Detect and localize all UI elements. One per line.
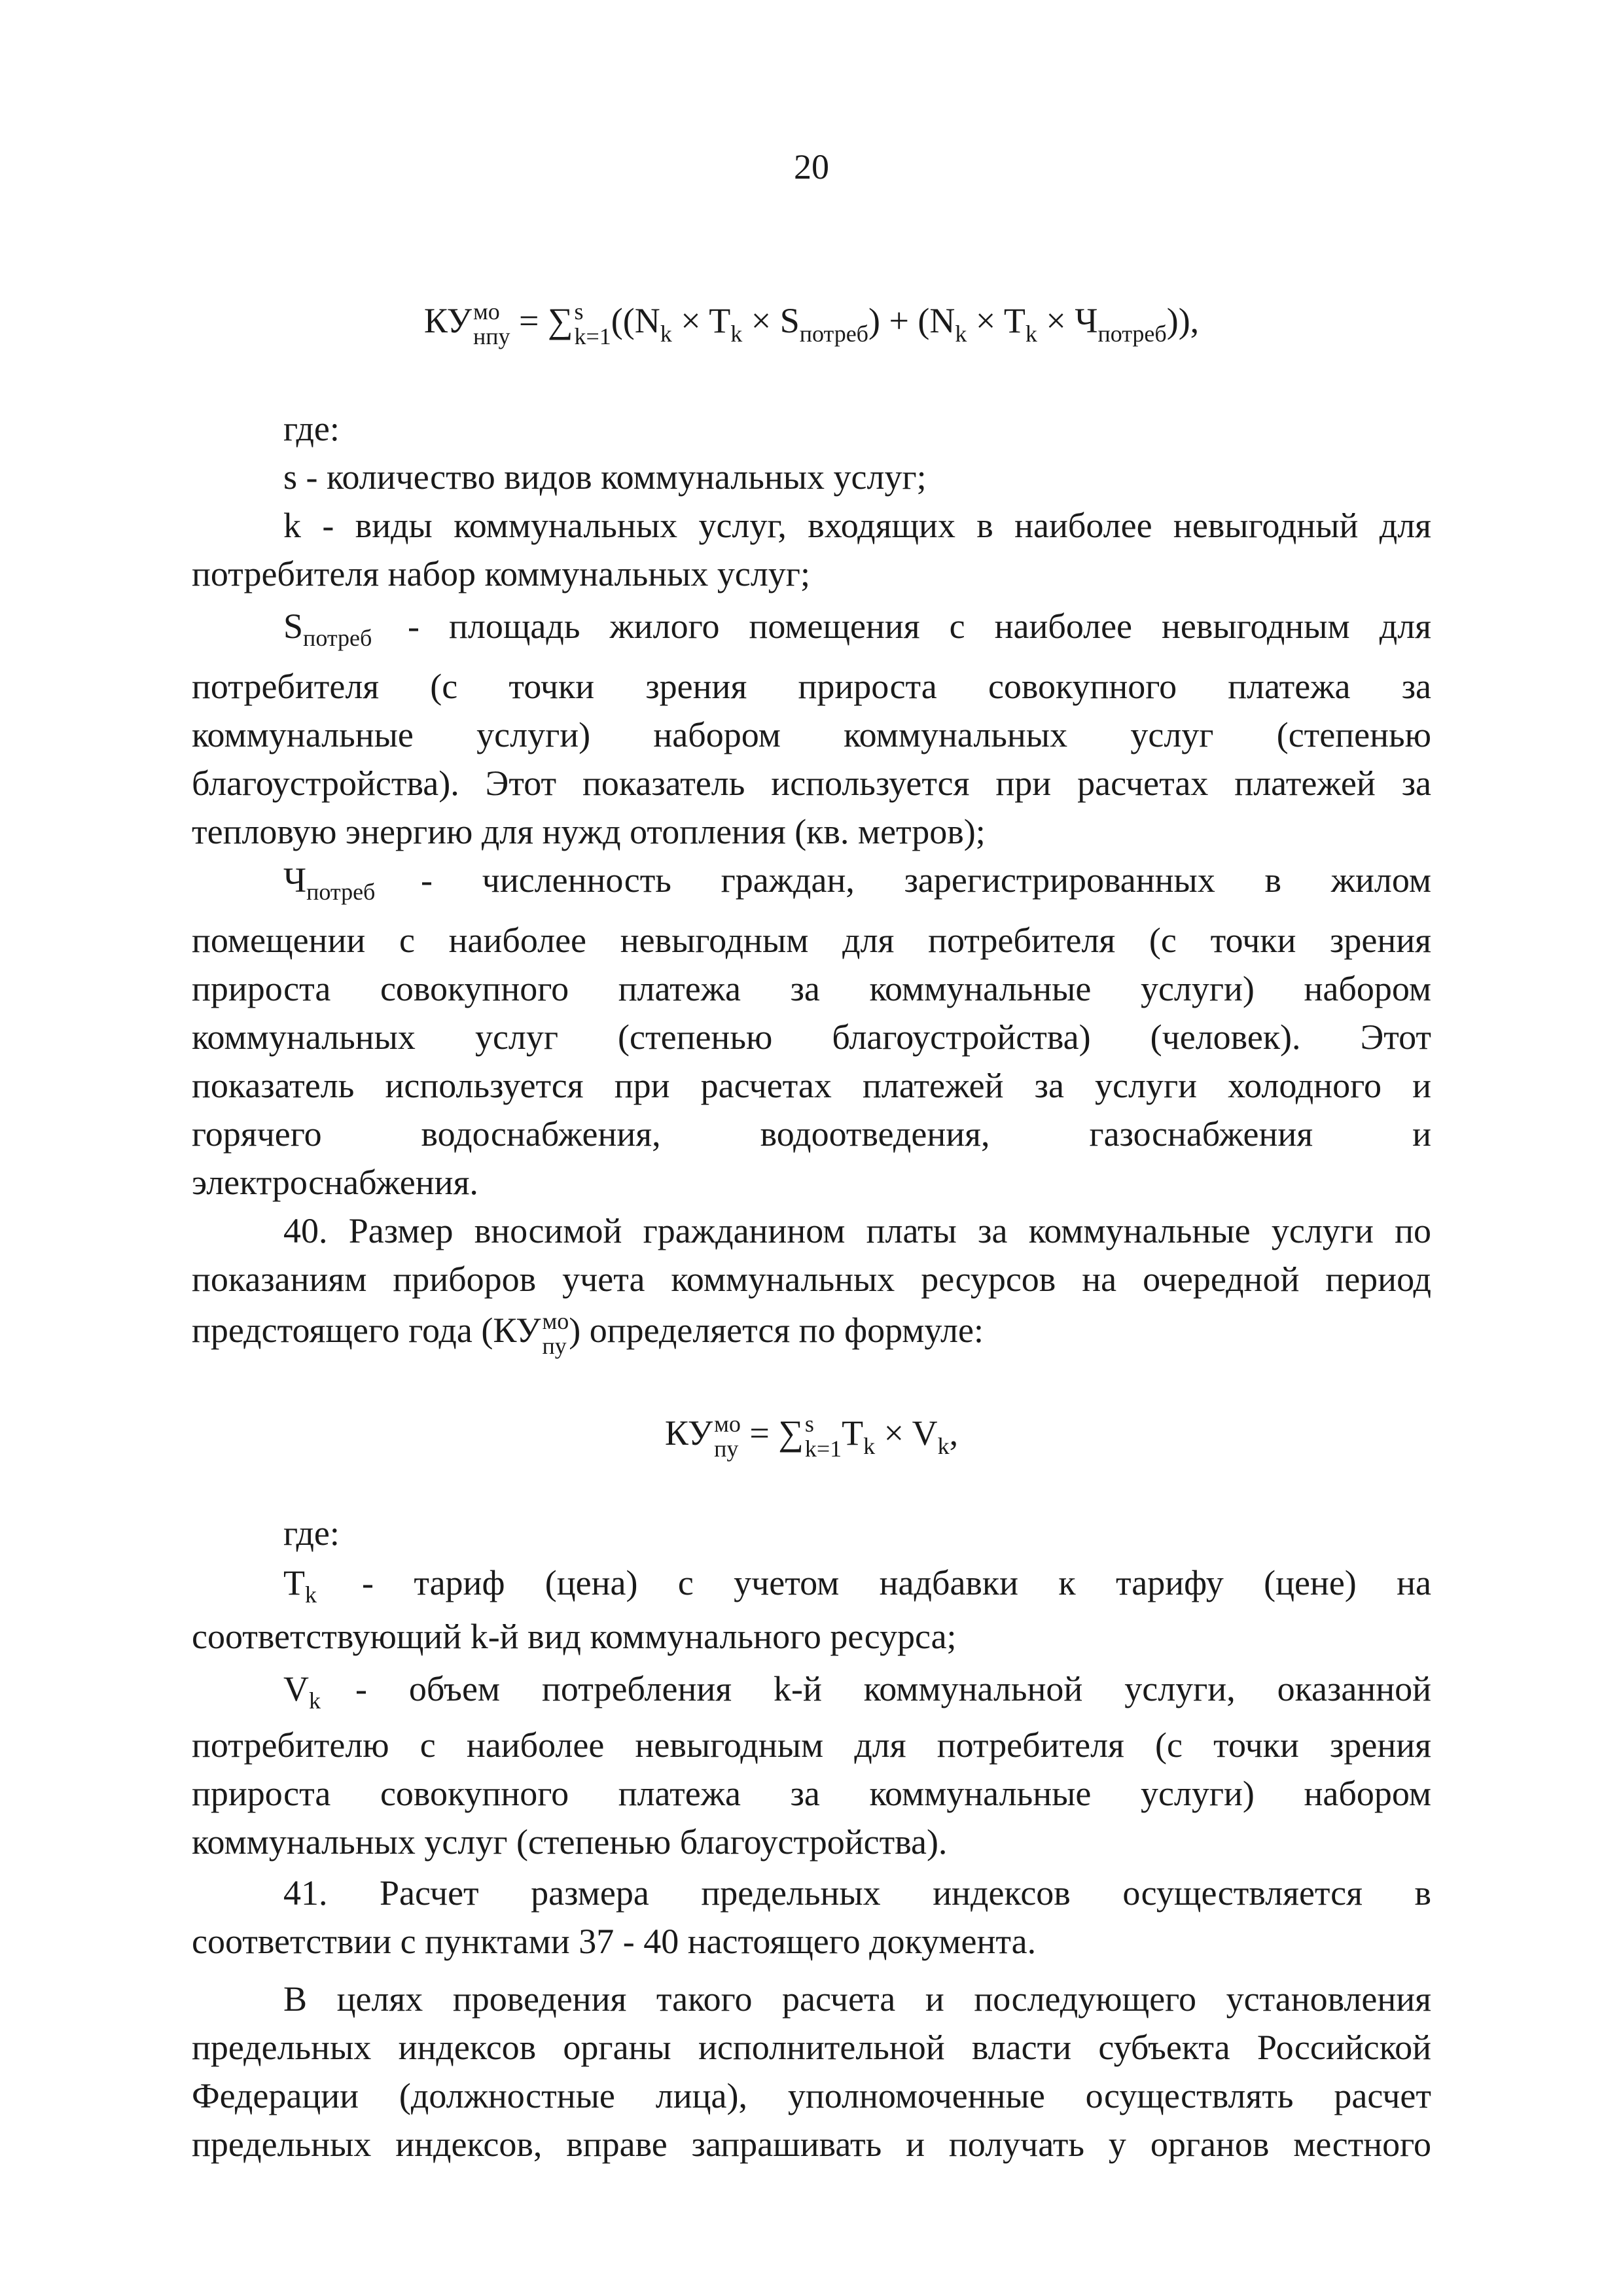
p41-line1: 41. Расчет размера предельных индексов осуществляется в: [283, 1873, 1431, 1913]
p41-line2: соответствии с пунктами 37 - 40 настоящего документа.: [192, 1922, 1037, 1961]
def-vk-line3: прироста совокупного платежа за коммунальные услуги) набором: [192, 1774, 1431, 1813]
def-tk-line1: $T_k$ - тариф (цена) с учетом надбавки к тарифу (цене) на: [283, 1563, 1431, 1608]
def-ch-line2: помещении с наиболее невыгодным для потребителя (с точки зрения: [192, 921, 1431, 960]
p-last-line1: В целях проведения такого расчета и последующего установления: [283, 1979, 1431, 2019]
def-k-line2: потребителя набор коммунальных услуг;: [192, 554, 810, 593]
p-last-line3: Федерации (должностные лица), уполномоченные осуществлять расчет: [192, 2076, 1431, 2115]
def-ch-line1: $Ч_{потреб}$ - численность граждан, зарегистрированных в жилом: [283, 860, 1431, 905]
where-label-1: где:: [283, 409, 340, 448]
def-spotreb-line5: тепловую энергию для нужд отопления (кв. метров);: [192, 812, 986, 851]
page-number: 20: [794, 147, 829, 186]
def-vk-line4: коммунальных услуг (степенью благоустройства).: [192, 1822, 948, 1862]
where-label-2: где:: [283, 1513, 340, 1553]
def-vk-line1: $V_k$ - объем потребления k-й коммунальной услуги, оказанной: [283, 1669, 1431, 1714]
def-spotreb-line4: благоустройства). Этот показатель используется при расчетах платежей за: [192, 764, 1431, 803]
def-s: s - количество видов коммунальных услуг;: [283, 457, 927, 497]
def-spotreb-line3: коммунальные услуги) набором коммунальных услуг (степенью: [192, 715, 1431, 754]
p40-line1: 40. Размер вносимой гражданином платы за коммунальные услуги по: [283, 1211, 1431, 1250]
def-ch-line7: электроснабжения.: [192, 1163, 478, 1202]
p-last-line2: предельных индексов органы исполнительной власти субъекта Российской: [192, 2028, 1431, 2067]
def-k-line1: k - виды коммунальных услуг, входящих в наиболее невыгодный для: [283, 506, 1431, 545]
p-last-line4: предельных индексов, вправе запрашивать и получать у органов местного: [192, 2125, 1431, 2164]
formula-ku-npu: КУ мо нпу = ∑ s k=1 $((N_k \times T_k \times S_{потреб}) + (N_k \times T_k \times Ч_{потреб}))$,: [423, 298, 1200, 349]
p40-line2: показаниям приборов учета коммунальных ресурсов на очередной период: [192, 1260, 1431, 1299]
formula-ku-pu: КУ мо пу = ∑ s k=1 $T_k \times V_k$,: [664, 1411, 959, 1462]
p40-line3: предстоящего года (КУ мо пу ) определяется по формуле:: [192, 1308, 984, 1359]
def-ch-line3: прироста совокупного платежа за коммунальные услуги) набором: [192, 969, 1431, 1008]
def-spotreb-line1: $S_{потреб}$ - площадь жилого помещения с наиболее невыгодным для: [283, 607, 1431, 651]
def-ch-line6: горячего водоснабжения, водоотведения, газоснабжения и: [192, 1114, 1431, 1154]
def-spotreb-line2: потребителя (с точки зрения прироста совокупного платежа за: [192, 667, 1431, 706]
def-ch-line4: коммунальных услуг (степенью благоустройства) (человек). Этот: [192, 1017, 1431, 1057]
def-vk-line2: потребителю с наиболее невыгодным для потребителя (с точки зрения: [192, 1725, 1431, 1765]
def-tk-line2: соответствующий k-й вид коммунального ресурса;: [192, 1617, 957, 1656]
def-ch-line5: показатель используется при расчетах платежей за услуги холодного и: [192, 1066, 1431, 1105]
